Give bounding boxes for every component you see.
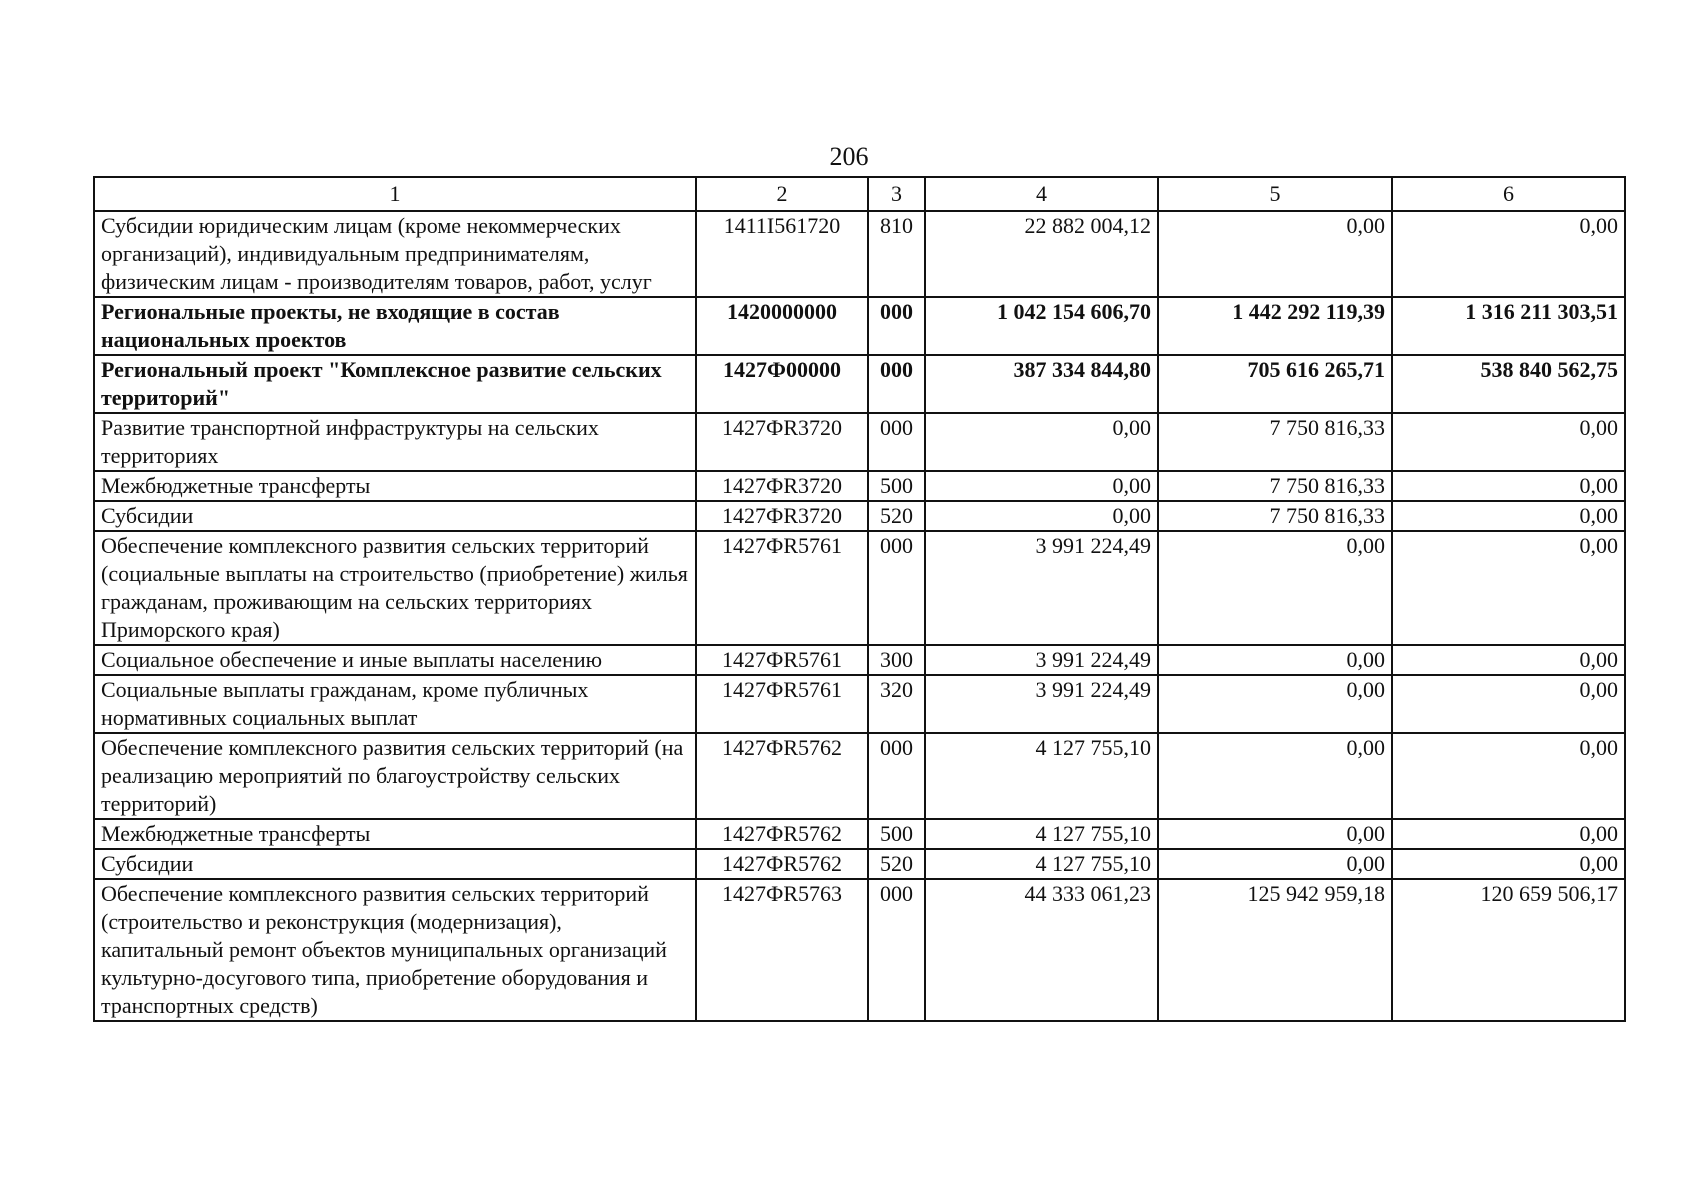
row-amount-3: 0,00 [1392,645,1625,675]
header-row [94,177,1625,211]
budget-table [93,176,1626,1022]
row-amount-3: 0,00 [1392,413,1625,471]
row-code: 1427Ф00000 [696,355,868,413]
row-name: Региональный проект "Комплексное развитие сельских территорий" [94,355,696,413]
row-amount-1: 0,00 [925,471,1158,501]
row-amount-3: 1 316 211 303,51 [1392,297,1625,355]
table-row [94,879,1625,1021]
row-amount-2: 0,00 [1158,819,1392,849]
table-row [94,501,1625,531]
row-code: 1427ФR5761 [696,675,868,733]
row-amount-2: 1 442 292 119,39 [1158,297,1392,355]
row-amount-2: 705 616 265,71 [1158,355,1392,413]
row-amount-3: 0,00 [1392,675,1625,733]
row-code: 1427ФR5762 [696,819,868,849]
row-amount-3: 120 659 506,17 [1392,879,1625,1021]
table-row [94,819,1625,849]
table-row [94,645,1625,675]
table-body [94,211,1625,1021]
row-name: Субсидии [94,849,696,879]
row-expense-type: 000 [868,297,925,355]
row-amount-1: 4 127 755,10 [925,733,1158,819]
table-row [94,211,1625,297]
row-code: 1427ФR3720 [696,413,868,471]
table-row [94,355,1625,413]
table-row [94,413,1625,471]
row-amount-1: 44 333 061,23 [925,879,1158,1021]
row-expense-type: 320 [868,675,925,733]
row-code: 1427ФR5762 [696,849,868,879]
table-header [94,177,1625,211]
row-code: 1427ФR5763 [696,879,868,1021]
row-name: Обеспечение комплексного развития сельских территорий (социальные выплаты на строительство (приобретение) жилья гражданам, проживающим на сельских территориях Приморского края) [94,531,696,645]
row-expense-type: 000 [868,733,925,819]
table-row [94,733,1625,819]
row-amount-1: 0,00 [925,413,1158,471]
column-header-code: 2 [696,177,868,211]
row-name: Региональные проекты, не входящие в состав национальных проектов [94,297,696,355]
row-amount-1: 3 991 224,49 [925,645,1158,675]
row-name: Обеспечение комплексного развития сельских территорий (строительство и реконструкция (модернизация), капитальный ремонт объектов муниципальных организаций культурно-досугового типа, приобретение оборудования и транспортных средств) [94,879,696,1021]
row-amount-2: 0,00 [1158,849,1392,879]
row-amount-3: 0,00 [1392,531,1625,645]
column-header-amount-1: 4 [925,177,1158,211]
row-amount-2: 0,00 [1158,645,1392,675]
row-code: 1427ФR5761 [696,531,868,645]
row-name: Обеспечение комплексного развития сельских территорий (на реализацию мероприятий по благоустройству сельских территорий) [94,733,696,819]
row-amount-1: 3 991 224,49 [925,531,1158,645]
row-code: 1427ФR3720 [696,471,868,501]
row-amount-2: 0,00 [1158,675,1392,733]
table-row [94,471,1625,501]
column-header-amount-3: 6 [1392,177,1625,211]
row-expense-type: 520 [868,849,925,879]
row-amount-1: 387 334 844,80 [925,355,1158,413]
column-header-expense-type: 3 [868,177,925,211]
row-name: Межбюджетные трансферты [94,819,696,849]
row-amount-1: 4 127 755,10 [925,819,1158,849]
row-amount-3: 0,00 [1392,501,1625,531]
row-expense-type: 000 [868,531,925,645]
row-amount-3: 0,00 [1392,849,1625,879]
row-amount-3: 0,00 [1392,471,1625,501]
row-expense-type: 500 [868,819,925,849]
row-amount-2: 7 750 816,33 [1158,501,1392,531]
row-amount-2: 7 750 816,33 [1158,413,1392,471]
row-name: Субсидии юридическим лицам (кроме некоммерческих организаций), индивидуальным предпринимателям, физическим лицам - производителям товаров, работ, услуг [94,211,696,297]
row-amount-1: 1 042 154 606,70 [925,297,1158,355]
row-amount-3: 0,00 [1392,211,1625,297]
row-expense-type: 500 [868,471,925,501]
row-amount-1: 22 882 004,12 [925,211,1158,297]
row-amount-3: 0,00 [1392,819,1625,849]
table-row [94,675,1625,733]
row-amount-1: 3 991 224,49 [925,675,1158,733]
row-name: Межбюджетные трансферты [94,471,696,501]
row-amount-3: 538 840 562,75 [1392,355,1625,413]
row-expense-type: 810 [868,211,925,297]
row-name: Социальные выплаты гражданам, кроме публичных нормативных социальных выплат [94,675,696,733]
row-amount-1: 4 127 755,10 [925,849,1158,879]
row-amount-3: 0,00 [1392,733,1625,819]
row-expense-type: 000 [868,879,925,1021]
row-amount-1: 0,00 [925,501,1158,531]
row-name: Социальное обеспечение и иные выплаты населению [94,645,696,675]
page-number: 206 [829,142,869,171]
row-expense-type: 520 [868,501,925,531]
row-amount-2: 0,00 [1158,733,1392,819]
row-name: Развитие транспортной инфраструктуры на сельских территориях [94,413,696,471]
row-code: 1427ФR5762 [696,733,868,819]
row-code: 1411I561720 [696,211,868,297]
row-amount-2: 0,00 [1158,531,1392,645]
table-row [94,531,1625,645]
row-name: Субсидии [94,501,696,531]
row-amount-2: 0,00 [1158,211,1392,297]
row-code: 1427ФR3720 [696,501,868,531]
row-code: 1427ФR5761 [696,645,868,675]
row-expense-type: 300 [868,645,925,675]
row-code: 1420000000 [696,297,868,355]
column-header-name: 1 [94,177,696,211]
row-expense-type: 000 [868,413,925,471]
row-amount-2: 125 942 959,18 [1158,879,1392,1021]
table-row [94,297,1625,355]
row-expense-type: 000 [868,355,925,413]
table-row [94,849,1625,879]
column-header-amount-2: 5 [1158,177,1392,211]
row-amount-2: 7 750 816,33 [1158,471,1392,501]
